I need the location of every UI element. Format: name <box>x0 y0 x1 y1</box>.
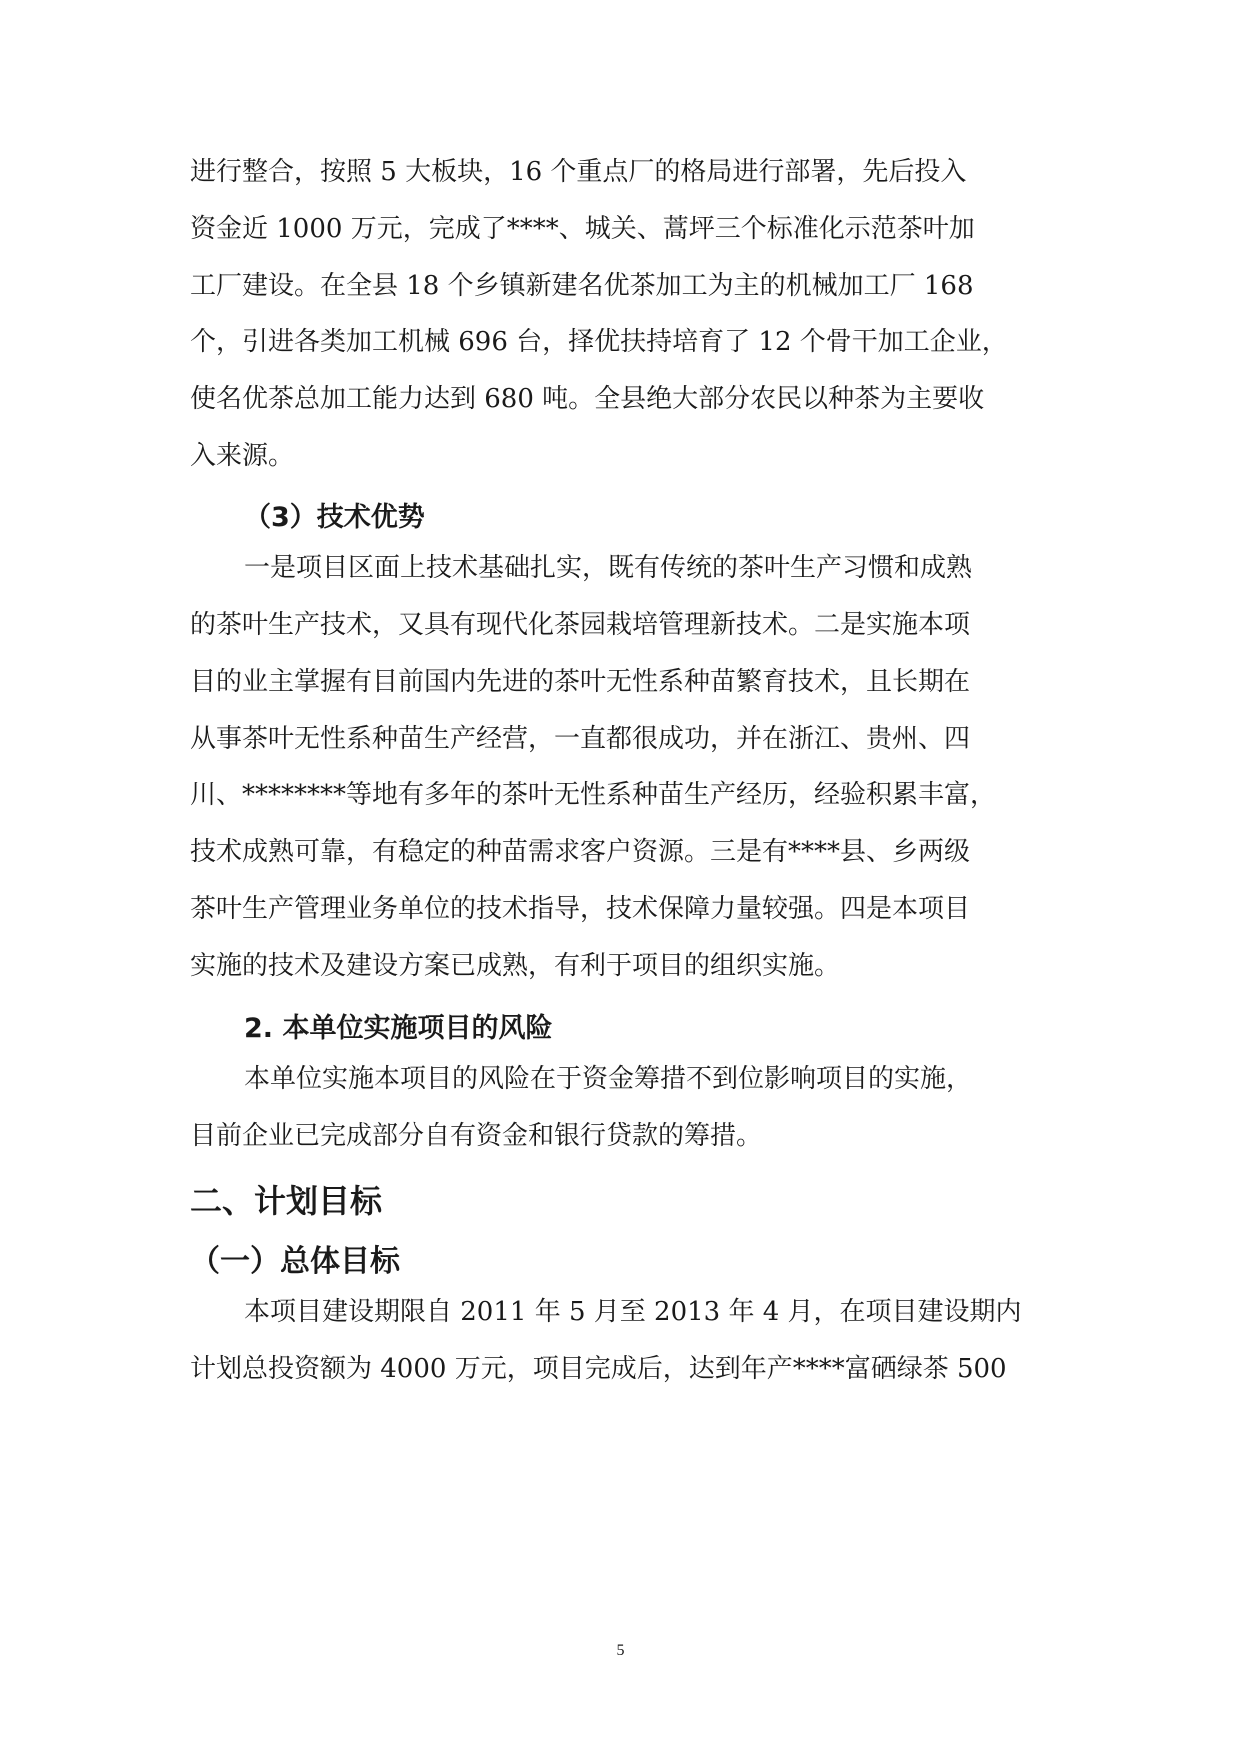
paragraph-line: 的茶叶生产技术，又具有现代化茶园栽培管理新技术。二是实施本项 <box>190 610 971 640</box>
paragraph-line: 茶叶生产管理业务单位的技术指导，技术保障力量较强。四是本项目 <box>190 894 971 924</box>
section-heading: （3）技术优势 <box>244 502 425 533</box>
page-number: 5 <box>616 1642 625 1659</box>
paragraph-line: 目的业主掌握有目前国内先进的茶叶无性系种苗繁育技术，且长期在 <box>190 667 971 697</box>
paragraph-line: 技术成熟可靠，有稳定的种苗需求客户资源。三是有****县、乡两级 <box>190 837 971 867</box>
paragraph-line: 资金近 1000 万元，完成了****、城关、蒿坪三个标准化示范茶叶加 <box>190 214 975 244</box>
paragraph-line: 进行整合，按照 5 大板块，16 个重点厂的格局进行部署，先后投入 <box>190 157 967 187</box>
subsection-heading: （一）总体目标 <box>190 1244 400 1279</box>
paragraph-line: 实施的技术及建设方案已成熟，有利于项目的组织实施。 <box>190 951 841 981</box>
paragraph-line: 本单位实施本项目的风险在于资金筹措不到位影响项目的实施， <box>244 1064 973 1094</box>
paragraph-line: 入来源。 <box>190 441 295 471</box>
paragraph-line: 目前企业已完成部分自有资金和银行贷款的筹措。 <box>190 1121 763 1151</box>
paragraph-line: 从事茶叶无性系种苗生产经营，一直都很成功，并在浙江、贵州、四 <box>190 724 971 754</box>
section-heading: 2. 本单位实施项目的风险 <box>244 1013 553 1044</box>
paragraph-line: 工厂建设。在全县 18 个乡镇新建名优茶加工为主的机械加工厂 168 <box>190 271 974 301</box>
paragraph-line: 本项目建设期限自 2011 年 5 月至 2013 年 4 月，在项目建设期内 <box>244 1297 1022 1327</box>
paragraph-line: 使名优茶总加工能力达到 680 吨。全县绝大部分农民以种茶为主要收 <box>190 384 985 414</box>
paragraph-line: 川、********等地有多年的茶叶无性系种苗生产经历，经验积累丰富， <box>190 780 997 810</box>
chapter-heading: 二、计划目标 <box>190 1182 383 1220</box>
paragraph-line: 计划总投资额为 4000 万元，项目完成后，达到年产****富硒绿茶 500 <box>190 1354 1007 1384</box>
paragraph-line: 个，引进各类加工机械 696 台，择优扶持培育了 12 个骨干加工企业， <box>190 327 1008 357</box>
paragraph-line: 一是项目区面上技术基础扎实，既有传统的茶叶生产习惯和成熟 <box>244 553 973 583</box>
